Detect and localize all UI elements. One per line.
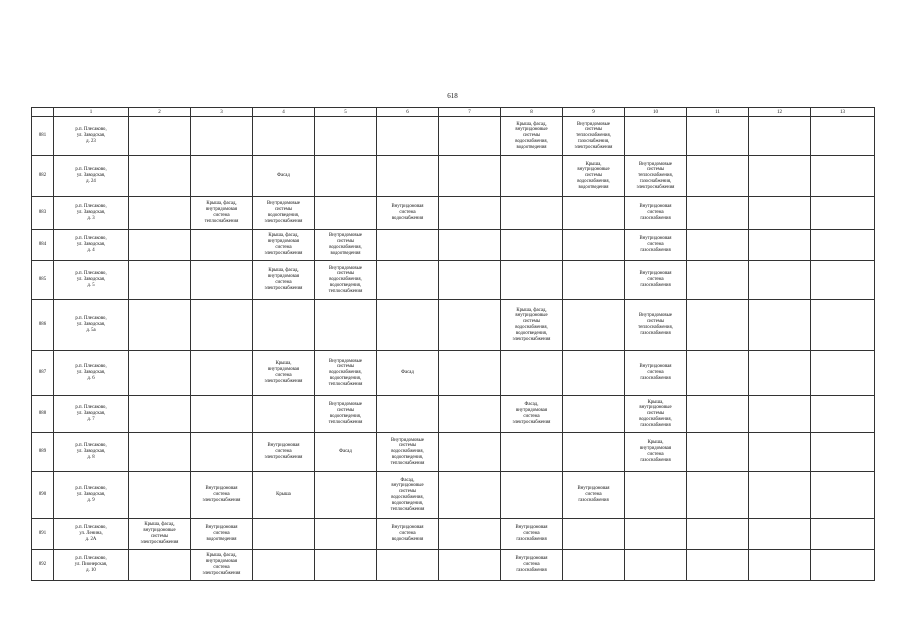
work-cell-col-12 (749, 351, 811, 396)
work-cell-col-3: Внутридомовая система водоотведения (191, 519, 253, 550)
work-cell-col-4: Крыша, фасад, внутридомовая система электроснабжения (253, 230, 315, 261)
address-cell: р.п. Плесаково, ул. Заводская, д. 24 (54, 156, 129, 197)
work-cell-col-2 (129, 117, 191, 156)
work-cell-col-12 (749, 230, 811, 261)
work-cell-col-4 (253, 550, 315, 581)
work-cell-col-2 (129, 197, 191, 230)
column-header: 10 (625, 108, 687, 117)
work-cell-col-3: Внутридомовая система электроснабжения (191, 472, 253, 519)
work-cell-col-2 (129, 550, 191, 581)
work-cell-col-13 (811, 117, 875, 156)
row-number: 889 (32, 433, 54, 472)
table-row (32, 550, 875, 581)
work-cell-col-11 (687, 300, 749, 351)
work-cell-col-6: Внутридомовая система водоснабжения (377, 519, 439, 550)
address-cell: р.п. Плесаково, ул. Заводская, д. 5а (54, 300, 129, 351)
work-cell-col-13 (811, 156, 875, 197)
address-cell: р.п. Плесаково, ул. Заводская, д. 4 (54, 230, 129, 261)
work-cell-col-3 (191, 396, 253, 433)
work-cell-col-4: Крыша, фасад, внутридомовая система электроснабжения (253, 261, 315, 300)
work-cell-col-7 (439, 433, 501, 472)
work-cell-col-7 (439, 519, 501, 550)
work-cell-col-12 (749, 117, 811, 156)
work-cell-col-13 (811, 351, 875, 396)
column-header: 12 (749, 108, 811, 117)
column-header: 7 (439, 108, 501, 117)
work-cell-col-3 (191, 230, 253, 261)
work-cell-col-5 (315, 472, 377, 519)
work-cell-col-2 (129, 396, 191, 433)
work-cell-col-11 (687, 230, 749, 261)
work-cell-col-6 (377, 550, 439, 581)
work-cell-col-6 (377, 261, 439, 300)
work-cell-col-9: Крыша, внутридомовые системы водоснабжения, водоотведения (563, 156, 625, 197)
work-cell-col-5: Внутридомовые системы водоснабжения, водоотведения, теплоснабжения (315, 351, 377, 396)
column-header-row (32, 108, 875, 117)
work-cell-col-3: Крыша, фасад, внутридомовая система теплоснабжения (191, 197, 253, 230)
work-cell-col-13 (811, 519, 875, 550)
table-row (32, 300, 875, 351)
page-number: 618 (447, 92, 458, 100)
table-row (32, 396, 875, 433)
repair-schedule-table (31, 107, 875, 581)
work-cell-col-4: Фасад (253, 156, 315, 197)
work-cell-col-5 (315, 156, 377, 197)
row-number: 881 (32, 117, 54, 156)
work-cell-col-5: Внутридомовые системы водоотведения, теплоснабжения (315, 396, 377, 433)
work-cell-col-3 (191, 351, 253, 396)
work-cell-col-9 (563, 519, 625, 550)
work-cell-col-13 (811, 197, 875, 230)
work-cell-col-8 (501, 230, 563, 261)
work-cell-col-4 (253, 300, 315, 351)
column-header: 13 (811, 108, 875, 117)
table-row (32, 472, 875, 519)
work-cell-col-6 (377, 300, 439, 351)
work-cell-col-8 (501, 472, 563, 519)
work-cell-col-10: Внутридомовая система газоснабжения (625, 261, 687, 300)
work-cell-col-5 (315, 519, 377, 550)
work-cell-col-6 (377, 230, 439, 261)
address-cell: р.п. Плесаково, ул. Пионерская, д. 10 (54, 550, 129, 581)
work-cell-col-13 (811, 396, 875, 433)
work-cell-col-9 (563, 550, 625, 581)
work-cell-col-7 (439, 351, 501, 396)
work-cell-col-3 (191, 261, 253, 300)
row-number: 887 (32, 351, 54, 396)
row-number: 886 (32, 300, 54, 351)
work-cell-col-9 (563, 300, 625, 351)
work-cell-col-10: Внутридомовая система газоснабжения (625, 351, 687, 396)
column-header: 2 (129, 108, 191, 117)
work-cell-col-9 (563, 197, 625, 230)
work-cell-col-5 (315, 197, 377, 230)
row-number: 891 (32, 519, 54, 550)
work-cell-col-9 (563, 396, 625, 433)
work-cell-col-12 (749, 519, 811, 550)
work-cell-col-3 (191, 433, 253, 472)
work-cell-col-9 (563, 230, 625, 261)
column-header: 5 (315, 108, 377, 117)
table-row (32, 433, 875, 472)
work-cell-col-12 (749, 472, 811, 519)
work-cell-col-9 (563, 351, 625, 396)
column-header: 3 (191, 108, 253, 117)
table-body (32, 108, 875, 581)
work-cell-col-11 (687, 550, 749, 581)
work-cell-col-3 (191, 117, 253, 156)
work-cell-col-9: Внутридомовая система газоснабжения (563, 472, 625, 519)
address-cell: р.п. Плесаково, ул. Заводская, д. 3 (54, 197, 129, 230)
work-cell-col-13 (811, 550, 875, 581)
work-cell-col-12 (749, 433, 811, 472)
table-row (32, 261, 875, 300)
work-cell-col-4: Крыша (253, 472, 315, 519)
work-cell-col-7 (439, 550, 501, 581)
work-cell-col-7 (439, 197, 501, 230)
table-row (32, 519, 875, 550)
work-cell-col-5 (315, 117, 377, 156)
work-cell-col-12 (749, 156, 811, 197)
work-cell-col-11 (687, 472, 749, 519)
work-cell-col-9 (563, 433, 625, 472)
work-cell-col-8: Внутридомовая система газоснабжения (501, 519, 563, 550)
work-cell-col-7 (439, 261, 501, 300)
work-cell-col-5: Внутридомовые системы водоснабжения, водоотведения (315, 230, 377, 261)
work-cell-col-11 (687, 433, 749, 472)
work-cell-col-12 (749, 197, 811, 230)
header-cell-blank (32, 108, 54, 117)
work-cell-col-10: Внутридомовые системы теплоснабжения, газоснабжения (625, 300, 687, 351)
work-cell-col-2 (129, 261, 191, 300)
work-cell-col-7 (439, 230, 501, 261)
work-cell-col-11 (687, 117, 749, 156)
work-cell-col-6: Фасад, внутридомовые системы водоснабжения, водоотведения, теплоснабжения (377, 472, 439, 519)
work-cell-col-4: Внутридомовая система электроснабжения (253, 433, 315, 472)
work-cell-col-5 (315, 300, 377, 351)
work-cell-col-3 (191, 300, 253, 351)
work-cell-col-2 (129, 156, 191, 197)
work-cell-col-12 (749, 550, 811, 581)
work-cell-col-7 (439, 396, 501, 433)
address-cell: р.п. Плесаково, ул. Заводская, д. 5 (54, 261, 129, 300)
work-cell-col-6 (377, 117, 439, 156)
table-row (32, 230, 875, 261)
work-cell-col-4 (253, 396, 315, 433)
work-cell-col-8 (501, 197, 563, 230)
work-cell-col-11 (687, 261, 749, 300)
work-cell-col-2 (129, 351, 191, 396)
work-cell-col-13 (811, 230, 875, 261)
work-cell-col-2 (129, 230, 191, 261)
row-number: 892 (32, 550, 54, 581)
work-cell-col-2: Крыша, фасад, внутридомовые системы электроснабжения (129, 519, 191, 550)
work-cell-col-11 (687, 197, 749, 230)
column-header: 4 (253, 108, 315, 117)
column-header: 8 (501, 108, 563, 117)
work-cell-col-12 (749, 300, 811, 351)
work-cell-col-10 (625, 550, 687, 581)
work-cell-col-6: Внутридомовая система водоснабжения (377, 197, 439, 230)
work-cell-col-6 (377, 396, 439, 433)
work-cell-col-7 (439, 117, 501, 156)
work-cell-col-6: Фасад (377, 351, 439, 396)
table-row (32, 117, 875, 156)
work-cell-col-10 (625, 472, 687, 519)
work-cell-col-12 (749, 261, 811, 300)
table-row (32, 156, 875, 197)
table-row (32, 351, 875, 396)
work-cell-col-11 (687, 156, 749, 197)
work-cell-col-10 (625, 117, 687, 156)
work-cell-col-11 (687, 519, 749, 550)
work-cell-col-5 (315, 550, 377, 581)
column-header: 9 (563, 108, 625, 117)
work-cell-col-10 (625, 519, 687, 550)
work-cell-col-8: Фасад, внутридомовая система электроснабжения (501, 396, 563, 433)
work-cell-col-7 (439, 156, 501, 197)
work-cell-col-6 (377, 156, 439, 197)
address-cell: р.п. Плесаково, ул. Ленина, д. 2А (54, 519, 129, 550)
work-cell-col-8: Крыша, фасад, внутридомовые системы водоснабжения, водоотведения, электроснабжения (501, 300, 563, 351)
row-number: 882 (32, 156, 54, 197)
work-cell-col-12 (749, 396, 811, 433)
row-number: 883 (32, 197, 54, 230)
work-cell-col-10: Крыша, внутридомовые системы водоснабжения, газоснабжения (625, 396, 687, 433)
work-cell-col-3 (191, 156, 253, 197)
work-cell-col-8 (501, 156, 563, 197)
work-cell-col-8 (501, 261, 563, 300)
work-cell-col-11 (687, 351, 749, 396)
work-cell-col-4: Крыша, внутридомовая система электроснабжения (253, 351, 315, 396)
work-cell-col-4 (253, 117, 315, 156)
column-header: 1 (54, 108, 129, 117)
row-number: 890 (32, 472, 54, 519)
work-cell-col-6: Внутридомовые системы водоснабжения, водоотведения, теплоснабжения (377, 433, 439, 472)
work-cell-col-2 (129, 300, 191, 351)
work-cell-col-7 (439, 472, 501, 519)
work-cell-col-8 (501, 433, 563, 472)
address-cell: р.п. Плесаково, ул. Заводская, д. 7 (54, 396, 129, 433)
row-number: 885 (32, 261, 54, 300)
work-cell-col-5: Фасад (315, 433, 377, 472)
work-cell-col-5: Внутридомовые системы водоснабжения, водоотведения, теплоснабжения (315, 261, 377, 300)
work-cell-col-8: Крыша, фасад, внутридомовые системы водоснабжения, водоотведения (501, 117, 563, 156)
work-cell-col-11 (687, 396, 749, 433)
work-cell-col-2 (129, 433, 191, 472)
work-cell-col-3: Крыша, фасад, внутридомовая система электроснабжения (191, 550, 253, 581)
row-number: 888 (32, 396, 54, 433)
work-cell-col-2 (129, 472, 191, 519)
column-header: 6 (377, 108, 439, 117)
work-cell-col-13 (811, 300, 875, 351)
work-cell-col-10: Внутридомовая система газоснабжения (625, 230, 687, 261)
address-cell: р.п. Плесаково, ул. Заводская, д. 9 (54, 472, 129, 519)
address-cell: р.п. Плесаково, ул. Заводская, д. 23 (54, 117, 129, 156)
work-cell-col-7 (439, 300, 501, 351)
table-row (32, 197, 875, 230)
work-cell-col-10: Внутридомовая система газоснабжения (625, 197, 687, 230)
work-cell-col-13 (811, 433, 875, 472)
work-cell-col-8 (501, 351, 563, 396)
work-cell-col-4 (253, 519, 315, 550)
work-cell-col-10: Крыша, внутридомовая система газоснабжения (625, 433, 687, 472)
work-cell-col-8: Внутридомовая система газоснабжения (501, 550, 563, 581)
work-cell-col-4: Внутридомовые системы водоотведения, электроснабжения (253, 197, 315, 230)
work-cell-col-9: Внутридомовые системы теплоснабжения, газоснабжения, электроснабжения (563, 117, 625, 156)
work-cell-col-13 (811, 472, 875, 519)
address-cell: р.п. Плесаково, ул. Заводская, д. 6 (54, 351, 129, 396)
work-cell-col-13 (811, 261, 875, 300)
work-cell-col-10: Внутридомовые системы теплоснабжения, газоснабжения, электроснабжения (625, 156, 687, 197)
row-number: 884 (32, 230, 54, 261)
work-cell-col-9 (563, 261, 625, 300)
column-header: 11 (687, 108, 749, 117)
address-cell: р.п. Плесаково, ул. Заводская, д. 8 (54, 433, 129, 472)
